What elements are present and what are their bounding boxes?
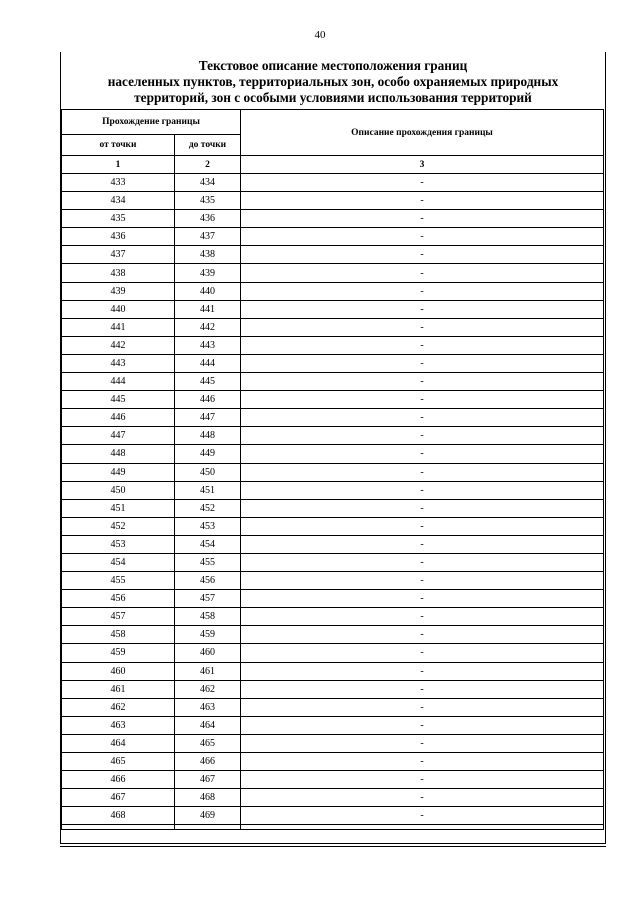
column-number-3: 3 [241, 156, 604, 174]
to-point-cell: 457 [175, 590, 241, 608]
to-point-cell: 455 [175, 553, 241, 571]
to-point-cell: 454 [175, 535, 241, 553]
table-row [62, 318, 604, 336]
to-point-cell: 446 [175, 391, 241, 409]
description-cell: - [241, 771, 604, 789]
to-point-cell: 440 [175, 282, 241, 300]
description-cell: - [241, 300, 604, 318]
page-number: 40 [314, 29, 326, 41]
to-point-cell: 460 [175, 644, 241, 662]
header-to-point: до точки [175, 135, 241, 156]
to-point-cell: 450 [175, 463, 241, 481]
table-row [62, 716, 604, 734]
description-cell: - [241, 626, 604, 644]
title-line-2: населенных пунктов, территориальных зон, особо охраняемых природных [107, 74, 559, 89]
title-line-3: территорий, зон с особыми условиями использования территорий [134, 90, 532, 105]
to-point-cell: 441 [175, 300, 241, 318]
table-row [62, 228, 604, 246]
table-row [62, 264, 604, 282]
to-point-cell: 449 [175, 445, 241, 463]
from-point-cell: 449 [62, 463, 175, 481]
to-point-cell: 442 [175, 318, 241, 336]
to-point-cell: 451 [175, 481, 241, 499]
to-point-cell: 456 [175, 572, 241, 590]
description-cell: - [241, 228, 604, 246]
from-point-cell: 442 [62, 336, 175, 354]
to-point-cell: 447 [175, 409, 241, 427]
from-point-cell: 456 [62, 590, 175, 608]
boundary-table [61, 109, 604, 830]
from-point-cell: 436 [62, 228, 175, 246]
from-point-cell: 438 [62, 264, 175, 282]
from-point-cell: 463 [62, 716, 175, 734]
description-cell: - [241, 427, 604, 445]
table-row [62, 499, 604, 517]
from-point-cell: 459 [62, 644, 175, 662]
from-point-cell: 443 [62, 354, 175, 372]
from-point-cell: 434 [62, 192, 175, 210]
table-row [62, 572, 604, 590]
table-end-cell [241, 825, 604, 830]
description-cell: - [241, 373, 604, 391]
from-point-cell: 447 [62, 427, 175, 445]
description-cell: - [241, 282, 604, 300]
from-point-cell: 457 [62, 608, 175, 626]
table-body [62, 174, 604, 830]
table-row [62, 807, 604, 825]
table-row [62, 553, 604, 571]
table-row [62, 590, 604, 608]
from-point-cell: 454 [62, 553, 175, 571]
description-cell: - [241, 807, 604, 825]
table-row [62, 481, 604, 499]
description-cell: - [241, 463, 604, 481]
table-row [62, 354, 604, 372]
table-row [62, 644, 604, 662]
description-cell: - [241, 318, 604, 336]
to-point-cell: 438 [175, 246, 241, 264]
from-point-cell: 452 [62, 517, 175, 535]
title-line-1: Текстовое описание местоположения границ [198, 58, 468, 73]
to-point-cell: 469 [175, 807, 241, 825]
from-point-cell: 444 [62, 373, 175, 391]
from-point-cell: 440 [62, 300, 175, 318]
table-row [62, 174, 604, 192]
to-point-cell: 436 [175, 210, 241, 228]
from-point-cell: 451 [62, 499, 175, 517]
table-row [62, 282, 604, 300]
table-row [62, 300, 604, 318]
description-cell: - [241, 264, 604, 282]
description-cell: - [241, 698, 604, 716]
description-cell: - [241, 445, 604, 463]
table-row [62, 373, 604, 391]
table-row [62, 535, 604, 553]
from-point-cell: 448 [62, 445, 175, 463]
to-point-cell: 463 [175, 698, 241, 716]
table-row [62, 608, 604, 626]
from-point-cell: 455 [62, 572, 175, 590]
from-point-cell: 450 [62, 481, 175, 499]
description-cell: - [241, 608, 604, 626]
from-point-cell: 467 [62, 789, 175, 807]
table-row [62, 771, 604, 789]
table-end-cell [62, 825, 175, 830]
to-point-cell: 437 [175, 228, 241, 246]
to-point-cell: 443 [175, 336, 241, 354]
description-cell: - [241, 590, 604, 608]
to-point-cell: 462 [175, 680, 241, 698]
table-row [62, 789, 604, 807]
from-point-cell: 465 [62, 753, 175, 771]
from-point-cell: 466 [62, 771, 175, 789]
table-row [62, 391, 604, 409]
column-number-2: 2 [175, 156, 241, 174]
from-point-cell: 468 [62, 807, 175, 825]
description-cell: - [241, 644, 604, 662]
description-cell: - [241, 734, 604, 752]
from-point-cell: 433 [62, 174, 175, 192]
frame-bottom-rule [60, 846, 606, 847]
description-cell: - [241, 662, 604, 680]
description-cell: - [241, 553, 604, 571]
from-point-cell: 437 [62, 246, 175, 264]
description-cell: - [241, 753, 604, 771]
to-point-cell: 465 [175, 734, 241, 752]
table-end-cell [175, 825, 241, 830]
to-point-cell: 439 [175, 264, 241, 282]
table-row [62, 427, 604, 445]
description-cell: - [241, 680, 604, 698]
to-point-cell: 458 [175, 608, 241, 626]
description-cell: - [241, 174, 604, 192]
to-point-cell: 459 [175, 626, 241, 644]
to-point-cell: 466 [175, 753, 241, 771]
to-point-cell: 453 [175, 517, 241, 535]
description-cell: - [241, 391, 604, 409]
table-end-row [62, 825, 604, 830]
description-cell: - [241, 192, 604, 210]
from-point-cell: 458 [62, 626, 175, 644]
from-point-cell: 439 [62, 282, 175, 300]
from-point-cell: 453 [62, 535, 175, 553]
table-row [62, 192, 604, 210]
from-point-cell: 460 [62, 662, 175, 680]
description-cell: - [241, 354, 604, 372]
table-row [62, 445, 604, 463]
from-point-cell: 445 [62, 391, 175, 409]
header-description: Описание прохождения границы [241, 110, 604, 156]
description-cell: - [241, 210, 604, 228]
table-row [62, 753, 604, 771]
to-point-cell: 461 [175, 662, 241, 680]
document-title [61, 58, 605, 106]
description-cell: - [241, 336, 604, 354]
description-cell: - [241, 246, 604, 264]
description-cell: - [241, 789, 604, 807]
description-cell: - [241, 716, 604, 734]
description-cell: - [241, 481, 604, 499]
to-point-cell: 464 [175, 716, 241, 734]
header-boundary-passage: Прохождение границы [62, 110, 241, 135]
table-row [62, 463, 604, 481]
to-point-cell: 452 [175, 499, 241, 517]
from-point-cell: 435 [62, 210, 175, 228]
description-cell: - [241, 572, 604, 590]
from-point-cell: 446 [62, 409, 175, 427]
column-number-1: 1 [62, 156, 175, 174]
description-cell: - [241, 535, 604, 553]
from-point-cell: 461 [62, 680, 175, 698]
table-row [62, 210, 604, 228]
description-cell: - [241, 409, 604, 427]
table-row [62, 626, 604, 644]
table-row [62, 734, 604, 752]
to-point-cell: 468 [175, 789, 241, 807]
to-point-cell: 445 [175, 373, 241, 391]
description-cell: - [241, 517, 604, 535]
to-point-cell: 435 [175, 192, 241, 210]
header-from-point: от точки [62, 135, 175, 156]
document-frame [60, 52, 606, 844]
table-row [62, 680, 604, 698]
to-point-cell: 467 [175, 771, 241, 789]
from-point-cell: 441 [62, 318, 175, 336]
table-row [62, 336, 604, 354]
from-point-cell: 462 [62, 698, 175, 716]
table-row [62, 698, 604, 716]
table-row [62, 517, 604, 535]
to-point-cell: 444 [175, 354, 241, 372]
to-point-cell: 434 [175, 174, 241, 192]
to-point-cell: 448 [175, 427, 241, 445]
table-row [62, 662, 604, 680]
table-row [62, 409, 604, 427]
from-point-cell: 464 [62, 734, 175, 752]
description-cell: - [241, 499, 604, 517]
table-row [62, 246, 604, 264]
